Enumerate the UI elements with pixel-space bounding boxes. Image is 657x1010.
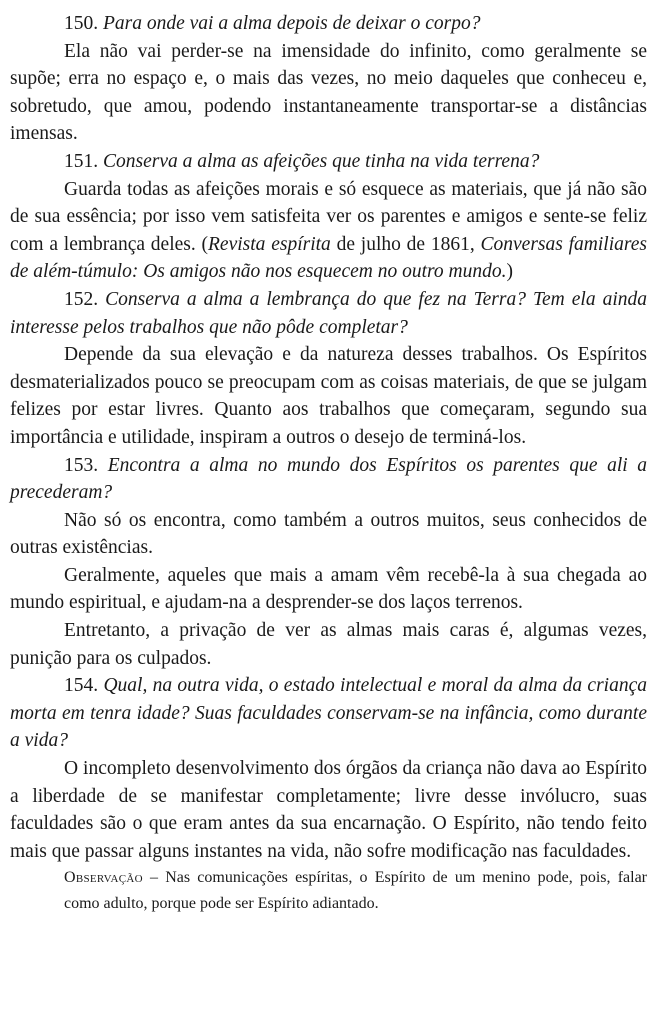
question-150 xyxy=(10,10,647,38)
observation-label: Observação xyxy=(64,869,143,887)
question-number: 152. xyxy=(64,288,99,310)
question-number: 151. xyxy=(64,150,99,172)
answer-152: Depende da sua elevação e da natureza desses trabalhos. Os Espíritos desmaterializados pouco se preocupam com as coisas materiais, de que se julgam felizes por estar livres. Quanto aos trabalhos que começaram, segundo sua importância e utilidade, inspiram a outros o desejo de terminá-los. xyxy=(10,344,647,448)
reference-article: Conversas familiares de além-túmulo: Os amigos não nos esquecem no outro mundo. xyxy=(10,233,647,283)
answer-151 xyxy=(10,176,647,286)
question-text: Conserva a alma a lembrança do que fez na Terra? Tem ela ainda interesse pelos trabalhos que não pôde completar? xyxy=(10,288,647,338)
observation-note xyxy=(10,865,647,917)
question-number: 154. xyxy=(64,675,99,697)
answer-text: Guarda todas as afeições morais e só esquece as materiais, que já não são de sua essência; por isso vem satisfeita ver os parentes e amigos e sente-se feliz com a lembrança deles. ( xyxy=(10,178,647,255)
question-152 xyxy=(10,286,647,341)
answer-153-part1: Não só os encontra, como também a outros muitos, seus conhecidos de outras existências. xyxy=(10,509,647,559)
question-text: Conserva a alma as afeições que tinha na vida terrena? xyxy=(103,150,540,172)
question-153 xyxy=(10,452,647,507)
question-text: Para onde vai a alma depois de deixar o corpo? xyxy=(103,13,481,34)
question-number: 153. xyxy=(64,454,99,476)
page-body xyxy=(10,10,647,917)
answer-text: ) xyxy=(506,261,513,283)
question-154 xyxy=(10,672,647,755)
reference-title: Revista espírita xyxy=(208,233,331,255)
answer-text: de julho de 1861, xyxy=(330,233,481,255)
question-number: 150. xyxy=(64,13,99,34)
answer-153-part3: Entretanto, a privação de ver as almas mais caras é, algumas vezes, punição para os culpados. xyxy=(10,620,647,669)
answer-154: O incompleto desenvolvimento dos órgãos da criança não dava ao Espírito a liberdade de se manifestar completamente; livre desse invólucro, suas faculdades são o que eram antes da sua encarnação. O Espírito, não tendo feito mais que passar alguns instantes na vida, não sofre modificação nas faculdades. xyxy=(10,758,647,862)
question-text: Encontra a alma no mundo dos Espíritos os parentes que ali a precederam? xyxy=(10,454,648,504)
observation-text: – Nas comunicações espíritas, o Espírito de um menino pode, pois, falar como adulto, porque pode ser Espírito adiantado. xyxy=(64,869,647,913)
answer-153-part2: Geralmente, aqueles que mais a amam vêm recebê-la à sua chegada ao mundo espiritual, e ajudam-na a desprender-se dos laços terrenos. xyxy=(10,564,647,614)
question-151 xyxy=(10,148,647,176)
question-text: Qual, na outra vida, o estado intelectual e moral da alma da criança morta em tenra idade? Suas faculdades conservam-se na infância, como durante a vida? xyxy=(10,675,647,752)
answer-150: Ela não vai perder-se na imensidade do infinito, como geralmente se supõe; erra no espaço e, o mais das vezes, no meio daqueles que conheceu e, sobretudo, que amou, podendo instantaneamente transportar-se a distâncias imensas. xyxy=(10,40,647,145)
